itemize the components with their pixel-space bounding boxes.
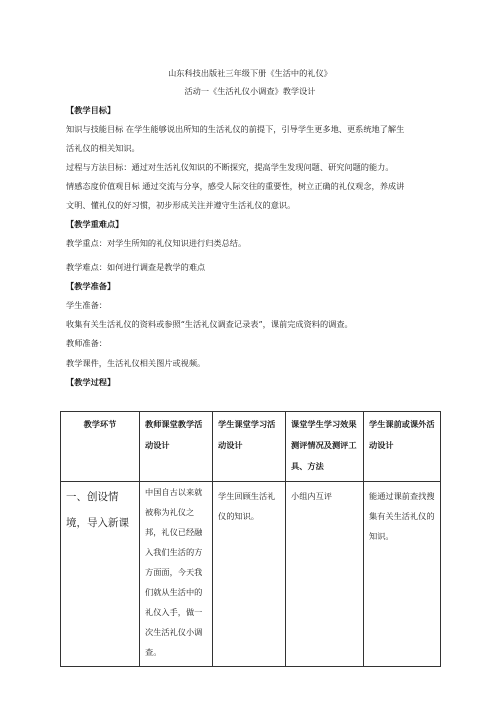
teacher-prep-text: 教学课件，生活礼仪相关图片或视频。 [66,358,206,368]
header-teacher-activity: 教师课堂教学活动设计 [140,412,213,482]
objectives-heading: 【教学目标】 [66,105,116,115]
difficulty-text: 教学难点：如何进行调查是教学的难点 [66,262,206,272]
objective-knowledge-line2: 活礼仪的相关知识。 [66,143,140,153]
header-assessment: 课堂学生学习效果测评情况及测评工具、方法 [286,412,364,482]
process-heading: 【教学过程】 [66,377,116,387]
table-row [61,482,441,667]
student-prep-text: 收集有关生活礼仪的资料或参照“生活礼仪调查记录表”，课前完成资料的调查。 [66,319,353,329]
header-stage: 教学环节 [61,412,140,482]
objective-emotion-line2: 文明、懂礼仪的好习惯，初步形成关注并遵守生活礼仪的意识。 [66,200,296,210]
preparation-heading: 【教学准备】 [66,281,116,291]
objective-process: 过程与方法目标：通过对生活礼仪知识的不断探究，提高学生发现问题、研究问题的能力。 [66,162,394,172]
teacher-prep-label: 教师准备： [66,338,107,348]
header-student-activity: 学生课堂学习活动设计 [213,412,286,482]
cell-student-activity: 学生回顾生活礼仪的知识。 [213,482,286,667]
student-prep-label: 学生准备： [66,300,107,310]
document-subtitle: 活动一《生活礼仪小调查》教学设计 [184,86,316,96]
document-title: 山东科技出版社三年级下册《生活中的礼仪》 [168,68,332,78]
objective-emotion-line1: 情感态度价值观目标 通过交流与分享，感受人际交往的重要性，树立正确的礼仪观念，养成讲 [66,181,405,191]
lesson-plan-table [60,411,441,667]
key-point-text: 教学重点：对学生所知的礼仪知识进行归类总结。 [66,238,247,248]
cell-outside-activity: 能通过课前查找搜集有关生活礼仪的知识。 [364,482,441,667]
cell-assessment: 小组内互评 [286,482,364,667]
header-outside-activity: 学生课前或课外活动设计 [364,412,441,482]
cell-stage: 一、创设情境，导入新课 [61,482,140,667]
key-points-heading: 【教学重难点】 [66,219,124,229]
objective-knowledge-line1: 知识与技能目标 在学生能够说出所知的生活礼仪的前提下，引导学生更多地、更系统地了解生 [66,124,405,134]
table-header-row [61,412,441,482]
cell-teacher-activity: 中国自古以来就被称为礼仪之邦，礼仪已经融入我们生活的方方面面，今天我们就从生活中的礼仪入手，做一次生活礼仪小调查。 [140,482,213,667]
